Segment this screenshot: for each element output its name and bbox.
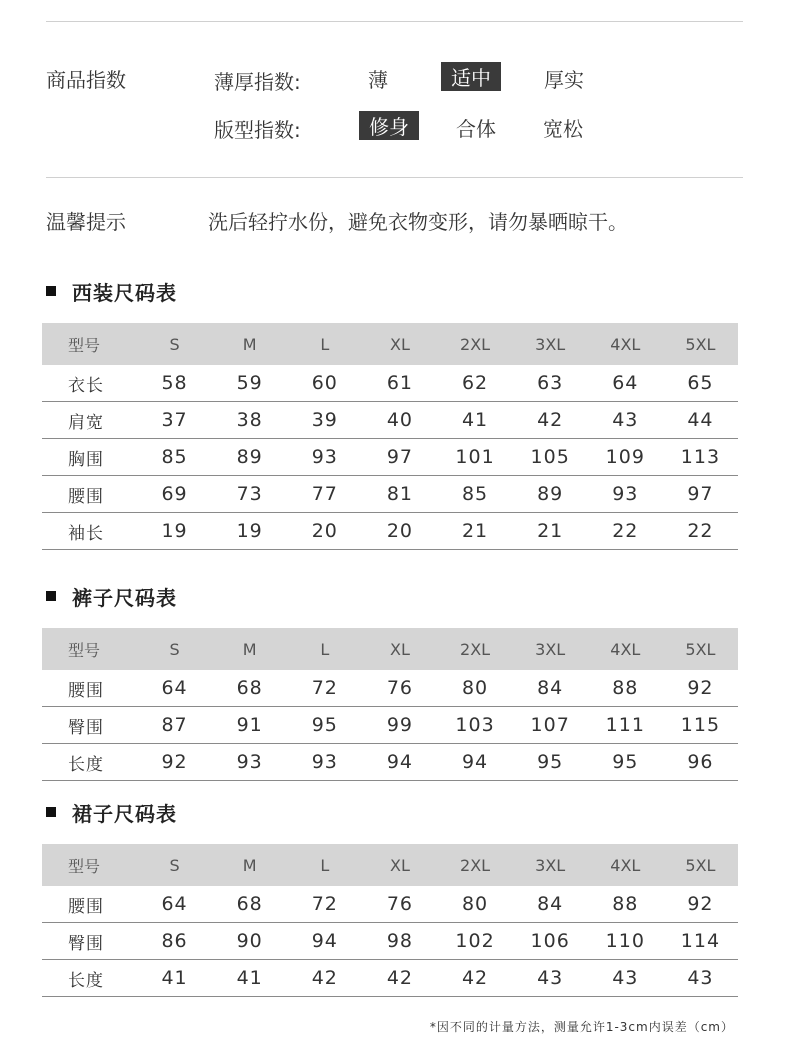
tip-text: 洗后轻拧水份，避免衣物变形，请勿暴晒晾干。 xyxy=(208,210,628,234)
measurement-footnote: *因不同的计量方法，测量允许1-3cm内误差（cm） xyxy=(429,1020,734,1034)
header-cell: XL xyxy=(362,844,437,886)
table-cell: 102 xyxy=(438,923,513,960)
table-header-row xyxy=(42,844,738,886)
table-cell: 69 xyxy=(137,476,212,513)
table-cell: 96 xyxy=(663,744,738,781)
thickness-label: 薄厚指数: xyxy=(214,70,301,94)
table-cell: 42 xyxy=(513,402,588,439)
table-cell: 61 xyxy=(362,365,437,402)
table-cell: 19 xyxy=(212,513,287,550)
header-cell: 5XL xyxy=(663,844,738,886)
thickness-option-thick: 厚实 xyxy=(544,68,584,92)
row-label: 袖长 xyxy=(42,513,137,550)
table-cell: 39 xyxy=(287,402,362,439)
table-cell: 99 xyxy=(362,707,437,744)
table-cell: 77 xyxy=(287,476,362,513)
table-cell: 59 xyxy=(212,365,287,402)
skirt-table-title: 裙子尺码表 xyxy=(46,798,177,827)
table-cell: 92 xyxy=(663,886,738,923)
table-cell: 64 xyxy=(137,670,212,707)
header-cell: M xyxy=(212,844,287,886)
table-cell: 22 xyxy=(663,513,738,550)
row-label: 肩宽 xyxy=(42,402,137,439)
table-row xyxy=(42,476,738,513)
row-label: 衣长 xyxy=(42,365,137,402)
header-cell: L xyxy=(287,628,362,670)
row-label: 长度 xyxy=(42,960,137,997)
table-cell: 65 xyxy=(663,365,738,402)
header-cell: 4XL xyxy=(588,844,663,886)
pants-size-table xyxy=(42,628,738,781)
table-cell: 95 xyxy=(588,744,663,781)
header-cell: 2XL xyxy=(438,628,513,670)
table-cell: 44 xyxy=(663,402,738,439)
fit-option-regular: 合体 xyxy=(456,117,496,141)
row-label: 臀围 xyxy=(42,707,137,744)
table-cell: 93 xyxy=(212,744,287,781)
table-cell: 68 xyxy=(212,886,287,923)
table-cell: 87 xyxy=(137,707,212,744)
table-cell: 22 xyxy=(588,513,663,550)
pants-table-title: 裤子尺码表 xyxy=(46,582,177,611)
table-cell: 58 xyxy=(137,365,212,402)
header-cell: XL xyxy=(362,628,437,670)
table-cell: 91 xyxy=(212,707,287,744)
row-label: 腰围 xyxy=(42,886,137,923)
table-cell: 42 xyxy=(362,960,437,997)
table-cell: 84 xyxy=(513,670,588,707)
fit-label: 版型指数: xyxy=(214,118,301,142)
table-cell: 105 xyxy=(513,439,588,476)
table-cell: 21 xyxy=(438,513,513,550)
header-cell: M xyxy=(212,628,287,670)
table-cell: 93 xyxy=(287,744,362,781)
table-cell: 21 xyxy=(513,513,588,550)
table-cell: 19 xyxy=(137,513,212,550)
table-row xyxy=(42,744,738,781)
table-cell: 86 xyxy=(137,923,212,960)
table-cell: 98 xyxy=(362,923,437,960)
table-row xyxy=(42,960,738,997)
thickness-option-thin: 薄 xyxy=(368,68,388,92)
table-cell: 111 xyxy=(588,707,663,744)
header-cell: L xyxy=(287,844,362,886)
table-cell: 94 xyxy=(287,923,362,960)
table-cell: 115 xyxy=(663,707,738,744)
table-cell: 37 xyxy=(137,402,212,439)
table-row xyxy=(42,670,738,707)
table-cell: 62 xyxy=(438,365,513,402)
header-cell: 3XL xyxy=(513,628,588,670)
table-cell: 114 xyxy=(663,923,738,960)
table-cell: 92 xyxy=(663,670,738,707)
table-cell: 43 xyxy=(663,960,738,997)
table-row xyxy=(42,402,738,439)
table-cell: 41 xyxy=(137,960,212,997)
table-cell: 106 xyxy=(513,923,588,960)
row-label: 胸围 xyxy=(42,439,137,476)
header-cell: 2XL xyxy=(438,844,513,886)
table-cell: 94 xyxy=(362,744,437,781)
table-cell: 113 xyxy=(663,439,738,476)
skirt-size-table xyxy=(42,844,738,997)
table-cell: 93 xyxy=(588,476,663,513)
table-header-row xyxy=(42,323,738,365)
section-square-icon xyxy=(46,807,60,821)
table-cell: 95 xyxy=(287,707,362,744)
row-label: 腰围 xyxy=(42,670,137,707)
table-cell: 94 xyxy=(438,744,513,781)
suit-size-table xyxy=(42,323,738,550)
table-cell: 43 xyxy=(588,960,663,997)
table-cell: 81 xyxy=(362,476,437,513)
table-cell: 41 xyxy=(438,402,513,439)
table-cell: 80 xyxy=(438,670,513,707)
table-row xyxy=(42,923,738,960)
row-label: 长度 xyxy=(42,744,137,781)
table-cell: 43 xyxy=(513,960,588,997)
fit-option-slim-selected: 修身 xyxy=(359,111,419,140)
table-cell: 63 xyxy=(513,365,588,402)
header-cell: 型号 xyxy=(42,628,137,670)
table-cell: 110 xyxy=(588,923,663,960)
table-cell: 60 xyxy=(287,365,362,402)
table-cell: 76 xyxy=(362,886,437,923)
mid-divider xyxy=(46,177,743,178)
table-cell: 92 xyxy=(137,744,212,781)
table-cell: 38 xyxy=(212,402,287,439)
table-cell: 76 xyxy=(362,670,437,707)
header-cell: 型号 xyxy=(42,323,137,365)
table-cell: 42 xyxy=(438,960,513,997)
table-row xyxy=(42,707,738,744)
fit-option-loose: 宽松 xyxy=(543,117,583,141)
header-cell: L xyxy=(287,323,362,365)
table-cell: 43 xyxy=(588,402,663,439)
table-cell: 88 xyxy=(588,886,663,923)
table-cell: 109 xyxy=(588,439,663,476)
table-cell: 42 xyxy=(287,960,362,997)
table-cell: 20 xyxy=(287,513,362,550)
suit-table-title: 西装尺码表 xyxy=(46,277,177,306)
table-cell: 20 xyxy=(362,513,437,550)
header-cell: 3XL xyxy=(513,323,588,365)
table-cell: 41 xyxy=(212,960,287,997)
tip-heading: 温馨提示 xyxy=(46,210,126,234)
row-label: 臀围 xyxy=(42,923,137,960)
table-row xyxy=(42,886,738,923)
table-header-row xyxy=(42,628,738,670)
table-row xyxy=(42,365,738,402)
section-square-icon xyxy=(46,591,60,605)
table-cell: 72 xyxy=(287,670,362,707)
header-cell: XL xyxy=(362,323,437,365)
header-cell: 4XL xyxy=(588,323,663,365)
table-cell: 84 xyxy=(513,886,588,923)
table-cell: 97 xyxy=(362,439,437,476)
header-cell: S xyxy=(137,844,212,886)
table-cell: 103 xyxy=(438,707,513,744)
table-row xyxy=(42,513,738,550)
header-cell: S xyxy=(137,628,212,670)
header-cell: 型号 xyxy=(42,844,137,886)
table-cell: 80 xyxy=(438,886,513,923)
header-cell: 5XL xyxy=(663,628,738,670)
table-cell: 90 xyxy=(212,923,287,960)
table-cell: 85 xyxy=(137,439,212,476)
table-cell: 89 xyxy=(212,439,287,476)
table-cell: 88 xyxy=(588,670,663,707)
table-cell: 93 xyxy=(287,439,362,476)
table-cell: 85 xyxy=(438,476,513,513)
table-cell: 68 xyxy=(212,670,287,707)
header-cell: S xyxy=(137,323,212,365)
header-cell: 3XL xyxy=(513,844,588,886)
thickness-option-medium-selected: 适中 xyxy=(441,62,501,91)
header-cell: 2XL xyxy=(438,323,513,365)
table-row xyxy=(42,439,738,476)
top-divider xyxy=(46,21,743,22)
header-cell: 5XL xyxy=(663,323,738,365)
header-cell: M xyxy=(212,323,287,365)
table-cell: 97 xyxy=(663,476,738,513)
table-cell: 64 xyxy=(137,886,212,923)
table-cell: 95 xyxy=(513,744,588,781)
row-label: 腰围 xyxy=(42,476,137,513)
header-cell: 4XL xyxy=(588,628,663,670)
table-cell: 40 xyxy=(362,402,437,439)
table-cell: 107 xyxy=(513,707,588,744)
table-cell: 101 xyxy=(438,439,513,476)
table-cell: 73 xyxy=(212,476,287,513)
table-cell: 64 xyxy=(588,365,663,402)
table-cell: 72 xyxy=(287,886,362,923)
index-heading: 商品指数 xyxy=(46,68,126,92)
table-cell: 89 xyxy=(513,476,588,513)
section-square-icon xyxy=(46,286,60,300)
